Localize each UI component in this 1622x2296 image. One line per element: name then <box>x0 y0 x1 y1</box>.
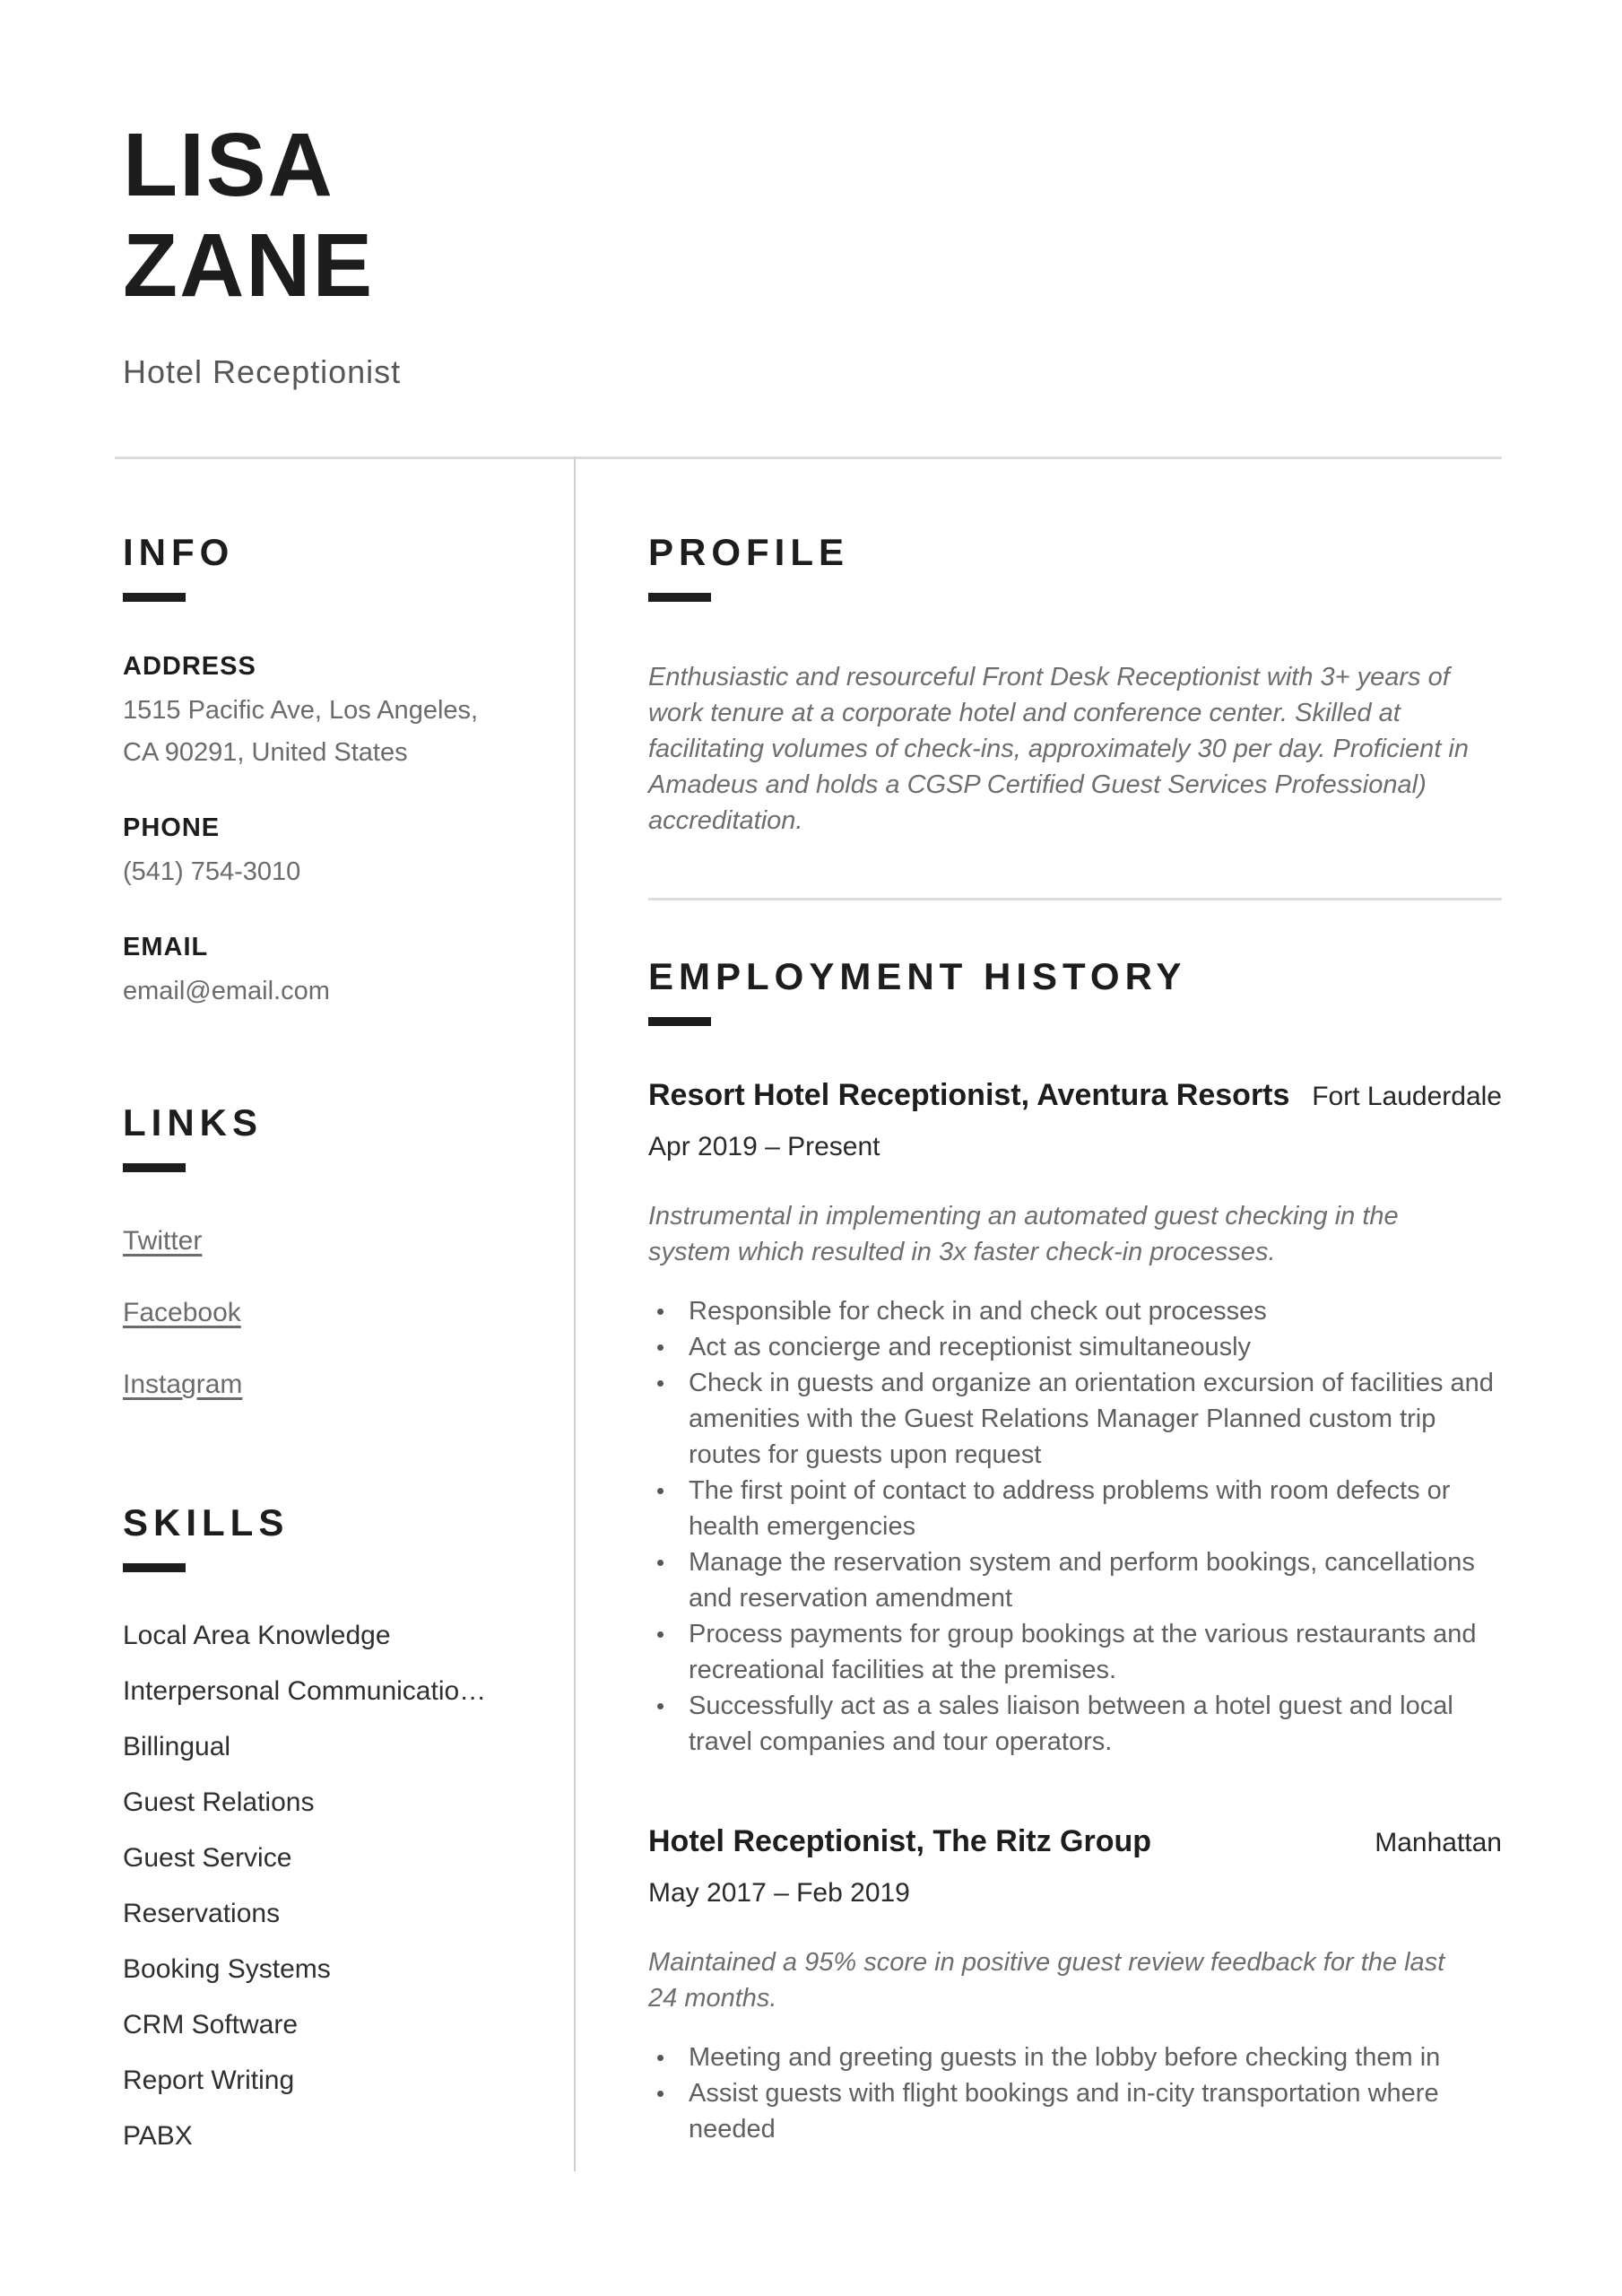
job-summary: Maintained a 95% score in positive guest review feedback for the last 24 months. <box>648 1948 1445 2013</box>
section-divider <box>648 898 1502 900</box>
profile-heading: PROFILE <box>648 531 850 573</box>
skill-item: Interpersonal Communicatio… <box>123 1676 487 1706</box>
job-bullet: Assist guests with flight bookings and in-city transportation where needed <box>648 2075 1502 2147</box>
profile-text: Enthusiastic and resourceful Front Desk Receptionist with 3+ years of work tenure at a corporate hotel and conference center. Skilled at facilitating volumes of check-ins, approximately 30 per day. Proficient in Amadeus and holds a CGSP Certified Guest Services Professional) accreditation. <box>648 663 1470 835</box>
skill-item: Guest Service <box>123 1843 292 1873</box>
job-bullet: Successfully act as a sales liaison between a hotel guest and local travel companies and tour operators. <box>648 1688 1502 1760</box>
job-summary: Instrumental in implementing an automated guest checking in the system which resulted in 3x faster check-in processes. <box>648 1202 1399 1266</box>
heading-underline <box>648 593 711 602</box>
skill-item: Billingual <box>123 1732 231 1761</box>
job-bullet: Act as concierge and receptionist simultaneously <box>648 1329 1502 1365</box>
main-column <box>648 457 1502 2147</box>
address-line: 1515 Pacific Ave, Los Angeles, <box>123 696 479 725</box>
person-name <box>123 115 401 316</box>
links-heading: LINKS <box>123 1101 263 1144</box>
job-dates: May 2017 – Feb 2019 <box>648 1878 910 1908</box>
job-bullet-list <box>648 2039 1502 2147</box>
name-line-1: LISA <box>123 115 334 215</box>
heading-underline <box>648 1017 711 1026</box>
job-title: Resort Hotel Receptionist, Aventura Resorts <box>648 1078 1290 1112</box>
job-bullet: Responsible for check in and check out processes <box>648 1293 1502 1329</box>
phone-value: (541) 754-3010 <box>123 857 301 886</box>
column-divider <box>574 457 576 2171</box>
job-bullet-list <box>648 1293 1502 1760</box>
info-section <box>123 532 544 1013</box>
job-entry <box>648 1076 1502 1760</box>
job-title-subtitle: Hotel Receptionist <box>123 353 402 390</box>
skill-item: Local Area Knowledge <box>123 1621 391 1650</box>
link-instagram[interactable]: Instagram <box>123 1370 243 1399</box>
sidebar <box>123 457 544 2153</box>
job-bullet: Manage the reservation system and perform bookings, cancellations and reservation amendment <box>648 1544 1502 1616</box>
job-bullet: Check in guests and organize an orientation excursion of facilities and amenities with the Guest Relations Manager Planned custom trip routes for guests upon request <box>648 1365 1502 1473</box>
job-bullet: Process payments for group bookings at the various restaurants and recreational facilities at the premises. <box>648 1616 1502 1688</box>
job-location: Manhattan <box>1375 1828 1502 1857</box>
skills-section <box>123 1502 544 2153</box>
employment-section <box>648 956 1502 2147</box>
info-heading: INFO <box>123 531 235 573</box>
job-location: Fort Lauderdale <box>1312 1082 1502 1111</box>
job-dates: Apr 2019 – Present <box>648 1132 880 1161</box>
job-header <box>648 1822 1502 1860</box>
profile-section <box>648 532 1502 839</box>
skill-item: Guest Relations <box>123 1787 315 1817</box>
skill-item: CRM Software <box>123 2010 299 2039</box>
email-label: EMAIL <box>123 933 209 961</box>
heading-underline <box>123 593 186 602</box>
email-value: email@email.com <box>123 977 330 1005</box>
link-twitter[interactable]: Twitter <box>123 1226 203 1256</box>
job-title: Hotel Receptionist, The Ritz Group <box>648 1824 1152 1858</box>
skill-item: Reservations <box>123 1899 281 1928</box>
link-facebook[interactable]: Facebook <box>123 1298 241 1327</box>
header <box>123 115 401 393</box>
job-bullet: The first point of contact to address problems with room defects or health emergencies <box>648 1473 1502 1544</box>
address-value <box>123 690 544 774</box>
job-bullet: Meeting and greeting guests in the lobby before checking them in <box>648 2039 1502 2075</box>
skill-item: Booking Systems <box>123 1954 331 1984</box>
job-entry <box>648 1822 1502 2147</box>
links-section <box>123 1102 544 1402</box>
phone-label: PHONE <box>123 813 221 842</box>
heading-underline <box>123 1563 186 1572</box>
name-line-2: ZANE <box>123 215 375 316</box>
address-line: CA 90291, United States <box>123 738 408 767</box>
address-label: ADDRESS <box>123 652 256 681</box>
skill-item: PABX <box>123 2121 193 2151</box>
job-header <box>648 1076 1502 1114</box>
employment-heading: EMPLOYMENT HISTORY <box>648 955 1187 997</box>
heading-underline <box>123 1163 186 1172</box>
skills-heading: SKILLS <box>123 1501 290 1544</box>
skill-item: Report Writing <box>123 2066 295 2095</box>
